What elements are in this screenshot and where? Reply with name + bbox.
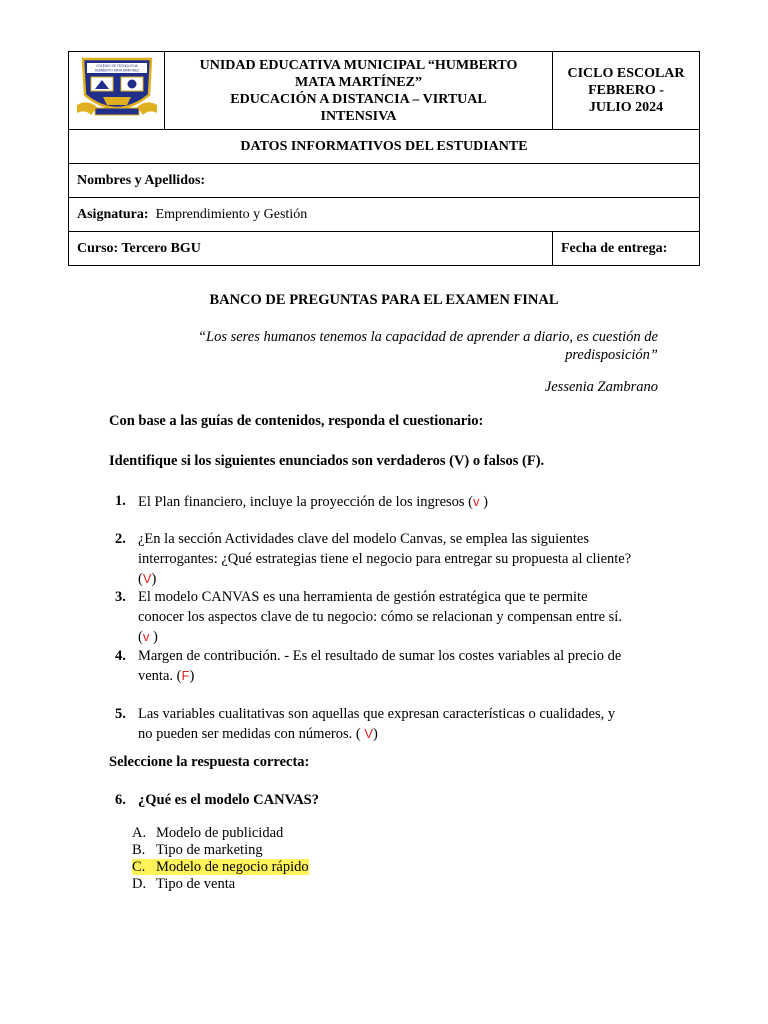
- cycle-line2: FEBRERO -: [588, 83, 664, 98]
- question-4-close: ): [189, 668, 195, 684]
- subject-value: Emprendimiento y Gestión: [155, 206, 308, 222]
- question-1-text: [138, 492, 488, 513]
- question-6-number: 6.: [115, 792, 126, 808]
- school-cycle-cell: [553, 52, 700, 130]
- question-5-line1: Las variables cualitativas son aquellas que expresan características o cualidades, y: [138, 706, 616, 722]
- question-2-line1: ¿En la sección Actividades clave del modelo Canvas, se emplea las siguientes: [138, 531, 589, 547]
- school-name-line1: UNIDAD EDUCATIVA MUNICIPAL “HUMBERTO: [199, 57, 518, 73]
- option-b[interactable]: [132, 842, 263, 859]
- subject-label: Asignatura:: [77, 206, 149, 222]
- option-a[interactable]: [132, 825, 283, 842]
- question-3-line1: El modelo CANVAS es una herramienta de gestión estratégica que te permite: [138, 589, 588, 605]
- delivery-date-field: Fecha de entrega:: [553, 232, 700, 266]
- option-d-letter: D.: [132, 876, 147, 892]
- course-field: Curso: Tercero BGU: [69, 232, 553, 266]
- question-5-answer-line: [138, 724, 378, 745]
- question-3-open: (: [138, 629, 143, 645]
- question-5-answer: V: [364, 726, 373, 741]
- question-6-text: ¿Qué es el modelo CANVAS?: [138, 792, 319, 808]
- option-c-text: Modelo de negocio rápido: [156, 859, 309, 875]
- logo-text-line1: COLEGIO DE TECNOLOGIA: [95, 64, 138, 68]
- cycle-line3: JULIO 2024: [588, 100, 664, 115]
- header-table: [68, 51, 700, 266]
- option-c-selected[interactable]: [132, 859, 309, 876]
- school-logo-cell: [69, 52, 165, 130]
- quote-line1: “Los seres humanos tenemos la capacidad de aprender a diario, es cuestión de: [197, 329, 658, 345]
- question-1-close: ): [483, 494, 488, 510]
- question-5-close: ): [372, 726, 378, 742]
- option-c-letter: C.: [132, 859, 146, 875]
- question-5-line2: no pueden ser medidas con números. (: [138, 726, 361, 742]
- option-a-letter: A.: [132, 825, 147, 841]
- school-name-line2: MATA MARTÍNEZ”: [295, 74, 422, 90]
- school-name-cell: [165, 52, 553, 130]
- option-d-text: Tipo de venta: [156, 876, 236, 892]
- question-4-number: 4.: [115, 648, 126, 664]
- question-3-answer-line: [138, 627, 158, 648]
- names-field: Nombres y Apellidos:: [69, 164, 700, 198]
- question-4-answer-line: [138, 666, 194, 687]
- question-3-close: ): [152, 629, 158, 645]
- question-2-answer-line: [138, 569, 156, 590]
- option-b-letter: B.: [132, 842, 146, 858]
- student-section-title: DATOS INFORMATIVOS DEL ESTUDIANTE: [69, 130, 700, 164]
- question-3-number: 3.: [115, 589, 126, 605]
- cycle-line1: CICLO ESCOLAR: [567, 66, 685, 81]
- question-4-line2: venta. (: [138, 668, 182, 684]
- subject-field: [69, 198, 700, 232]
- document-title: BANCO DE PREGUNTAS PARA EL EXAMEN FINAL: [209, 292, 559, 308]
- option-d[interactable]: [132, 876, 235, 893]
- question-4-answer: F: [181, 668, 190, 683]
- question-2-number: 2.: [115, 531, 126, 547]
- school-mode-line2: INTENSIVA: [320, 108, 397, 124]
- question-2-close: ): [151, 571, 157, 587]
- quote-author: Jessenia Zambrano: [544, 379, 658, 395]
- question-1-answer: v: [473, 494, 480, 509]
- question-1-number: 1.: [115, 493, 126, 509]
- instruction-guides: Con base a las guías de contenidos, responda el cuestionario:: [109, 413, 484, 429]
- option-b-text: Tipo de marketing: [156, 842, 263, 858]
- question-2-line2: interrogantes: ¿Qué estrategias tiene el negocio para entregar su propuesta al cliente?: [138, 551, 632, 567]
- question-1-statement: El Plan financiero, incluye la proyección de los ingresos (: [138, 494, 474, 510]
- quote-line2: predisposición”: [565, 347, 658, 363]
- school-crest-icon: [77, 55, 157, 121]
- logo-text-line2: HUMBERTO MATA MARTINEZ: [94, 68, 139, 73]
- question-5-number: 5.: [115, 706, 126, 722]
- option-a-text: Modelo de publicidad: [156, 825, 284, 841]
- question-4-line1: Margen de contribución. - Es el resultado de sumar los costes variables al precio de: [138, 648, 622, 664]
- section-select-title: Seleccione la respuesta correcta:: [109, 754, 310, 770]
- question-3-line2: conocer los aspectos clave de tu negocio: cómo se relacionan y compensan entre sí.: [138, 609, 622, 625]
- question-3-answer: v: [142, 629, 150, 644]
- school-mode-line1: EDUCACIÓN A DISTANCIA – VIRTUAL: [230, 91, 487, 107]
- question-2-open: (: [138, 571, 143, 587]
- question-2-answer: V: [142, 571, 152, 586]
- instruction-true-false: Identifique si los siguientes enunciados son verdaderos (V) o falsos (F).: [109, 453, 545, 469]
